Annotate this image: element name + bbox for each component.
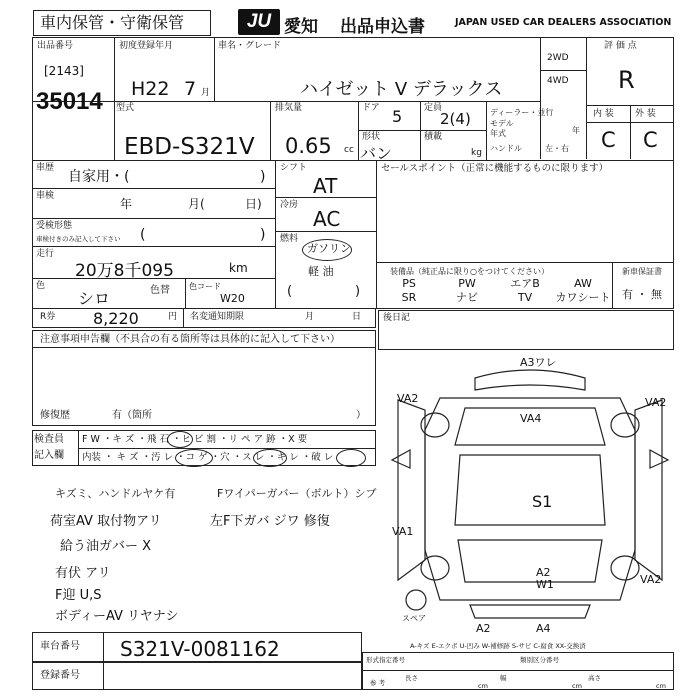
type-value: EBD-S321V (124, 134, 255, 160)
inspector-row-1: F W ・キ ズ ・飛 石 ・ヒ ビ 割 ・リ ペ ア 跡 ・X 要 (82, 434, 308, 445)
mark-a3: A3ワレ (520, 356, 557, 369)
history-close: ) (260, 169, 266, 185)
model-name-label: 車名・グレード (218, 41, 282, 51)
dealer-model-label: モデル (490, 119, 514, 128)
first-reg-month-unit: 月 (201, 88, 211, 98)
displacement-value: 0.65 (285, 134, 332, 158)
recycle-label: R券 (40, 312, 56, 322)
nameplate-label: 名変通知期限 (190, 312, 245, 322)
dealer-label: ディーラー・並行 (490, 108, 554, 117)
recycle-value: 8,220 (93, 309, 139, 328)
first-reg-label: 初度登録年月 (119, 41, 174, 51)
grade-value: R (618, 66, 635, 94)
shape-value: バン (360, 144, 393, 163)
displacement-unit: cc (344, 145, 354, 155)
nameplate-day: 日 (352, 312, 362, 322)
color-value: シロ (78, 289, 111, 308)
rear-note-box (378, 310, 674, 350)
lot-bracket: [2143] (44, 64, 84, 78)
legend-line: A-キズ E-エクボ U-凹み W-補修跡 S-サビ C-腐食 XX-交換済 (410, 642, 586, 650)
hw-note-6: 有伏 アリ (55, 566, 111, 581)
storage-tag-text: 車内保管・守衛保管 (40, 13, 185, 32)
transfer-close: ) (260, 227, 266, 243)
footer-f5: 高さ (588, 674, 601, 682)
repair-value: 有（箇所 (112, 410, 152, 421)
ac-label: 冷房 (280, 200, 299, 210)
org-name: 愛知 (284, 17, 318, 37)
history-label: 車歴 (36, 163, 55, 173)
repair-close: ） (356, 410, 366, 421)
hw-note-2: Fワイパーガバー（ボルト）シブ (217, 487, 377, 500)
mark-a4: A4 (536, 622, 551, 635)
lot-number: 35014 (36, 88, 103, 115)
exterior-label: 外 装 (635, 109, 656, 119)
fuel-label: 燃料 (280, 234, 299, 244)
displacement-label: 排気量 (275, 103, 303, 113)
handle-value: 左・右 (545, 144, 569, 153)
mark-va2-b: VA2 (640, 573, 662, 586)
mark-va2-a: VA2 (397, 392, 419, 405)
mark-a2-a: A2 (536, 566, 551, 579)
ju-logo: JU (238, 9, 280, 35)
interior-label: 内 装 (593, 109, 614, 119)
footer-box (362, 652, 674, 690)
warranty-label: 新車保証書 (622, 267, 662, 276)
equipment-item: カワシート (555, 291, 611, 304)
stain-circle (175, 449, 213, 467)
notes-label: 注意事項申告欄（不具合の有る箇所等は具体的に記入して下さい） (40, 334, 340, 345)
footer-f1: 形式指定番号 (366, 656, 405, 664)
chassis-value: S321V-0081162 (120, 637, 280, 661)
drive-4wd: 4WD (547, 76, 569, 86)
grade-label: 評 価 点 (604, 41, 637, 51)
chip-circle (167, 431, 193, 448)
equipment-item: エアB (510, 277, 540, 290)
first-reg-month: 7 (184, 78, 197, 100)
load-label: 積載 (424, 132, 443, 142)
inspector-label-2: 記入欄 (34, 450, 64, 461)
mileage-unit: km (229, 261, 248, 275)
capacity-label: 定員 (424, 103, 443, 113)
tear-circle (336, 449, 366, 467)
color-code-value: W20 (220, 292, 245, 305)
handle-label: ハンドル (490, 144, 522, 153)
shape-label: 形状 (362, 132, 381, 142)
mileage-label: 走行 (36, 249, 55, 259)
reg-row (32, 662, 362, 690)
mark-va1: VA1 (392, 525, 414, 538)
color-label: 色 (36, 281, 46, 291)
inspection-month: 月( (188, 197, 205, 211)
form-title: 出品申込書 (340, 17, 425, 37)
doors-label: ドア (362, 103, 380, 113)
capacity-value: 2(4) (440, 110, 471, 128)
rear-note-label: 後日記 (383, 313, 411, 323)
warranty-value: 有 ・ 無 (622, 288, 662, 301)
shift-value: AT (313, 174, 338, 198)
footer-f4: 幅 (500, 674, 507, 682)
footer-ref: 参 考 (370, 679, 386, 687)
fuel-gas: ガソリン (307, 242, 351, 255)
model-name-value: ハイゼット V デラックス (300, 79, 503, 100)
sales-point-label: セールスポイント（正常に機能するものに限ります） (381, 163, 609, 174)
history-value: 自家用・( (68, 169, 130, 185)
mark-s1: S1 (532, 492, 553, 511)
fuel-diesel: 軽 油 (308, 265, 334, 278)
interior-value: C (601, 128, 616, 152)
damage-diagram (380, 350, 674, 640)
footer-unit-1: cm (478, 682, 488, 690)
inspection-day: 日) (245, 197, 262, 211)
shift-label: シフト (280, 163, 308, 173)
hw-note-7: F迎 U,S (55, 588, 102, 603)
mark-w1: W1 (536, 578, 554, 591)
inspection-year: 年 (120, 197, 133, 211)
type-label: 型式 (116, 103, 135, 113)
fuel-paren-close: ) (355, 284, 361, 299)
exterior-value: C (643, 128, 658, 152)
hw-note-8: ボディーAV リヤナシ (55, 609, 179, 624)
footer-f3: 長さ (405, 674, 418, 682)
equipment-item: PS (402, 277, 416, 290)
repair-label: 修復歴 (40, 410, 70, 421)
hw-note-5: 給う油ガバー X (60, 539, 152, 554)
first-reg-era: H22 (131, 78, 170, 100)
equipment-item: AW (574, 277, 592, 290)
mark-va2-c: VA2 (645, 396, 667, 409)
equipment-item: SR (401, 291, 417, 304)
nameplate-month: 月 (305, 312, 315, 322)
color-change-label: 色替 (150, 285, 170, 296)
drive-2wd: 2WD (547, 53, 569, 63)
chassis-label: 車台番号 (40, 641, 80, 652)
footer-unit-3: cm (656, 682, 666, 690)
reg-label: 登録番号 (40, 670, 80, 681)
transfer-label: 受検形態 (36, 221, 73, 231)
spare-label: スペア (402, 614, 426, 623)
fuel-paren-open: ( (287, 284, 293, 299)
footer-unit-2: cm (572, 682, 582, 690)
equipment-label: 装備品（純正品に限り○をつけてください） (390, 267, 549, 276)
equipment-item: TV (517, 291, 533, 304)
load-unit: kg (471, 148, 482, 158)
association-name: JAPAN USED CAR DEALERS ASSOCIATION (455, 17, 672, 28)
mark-va4: VA4 (520, 412, 542, 425)
scuff-circle (253, 449, 287, 467)
equipment-item: PW (458, 277, 476, 290)
doors-value: 5 (392, 107, 403, 126)
dealer-year-label: 年式 (490, 129, 506, 138)
color-code-label: 色コード (189, 282, 221, 291)
hw-note-1: キズミ、ハンドルヤケ有 (55, 487, 176, 500)
footer-f2: 類別区分番号 (520, 656, 559, 664)
inspector-label-1: 検査員 (34, 434, 64, 445)
inspector-row-2: 内装 ・ キ ズ ・汚 レ ・コ ゲ ・穴 ・ス レ ・キ レ ・破 レ (82, 452, 334, 463)
mileage-value: 20万8千095 (75, 261, 174, 281)
equipment-item: ナビ (456, 291, 478, 304)
hw-note-3: 荷室AV 取付物アリ (50, 514, 162, 529)
mark-a2-b: A2 (476, 622, 491, 635)
recycle-unit: 円 (168, 312, 178, 322)
hw-note-4: 左F下ガバ ジワ 修復 (210, 514, 330, 529)
transfer-open: ( (140, 227, 146, 243)
inspection-label: 車検 (36, 191, 55, 201)
year-unit: 年 (572, 126, 580, 135)
ac-value: AC (313, 207, 341, 231)
transfer-note: 車検付きのみ記入して下さい (36, 235, 121, 243)
lot-label: 出品番号 (37, 41, 74, 51)
